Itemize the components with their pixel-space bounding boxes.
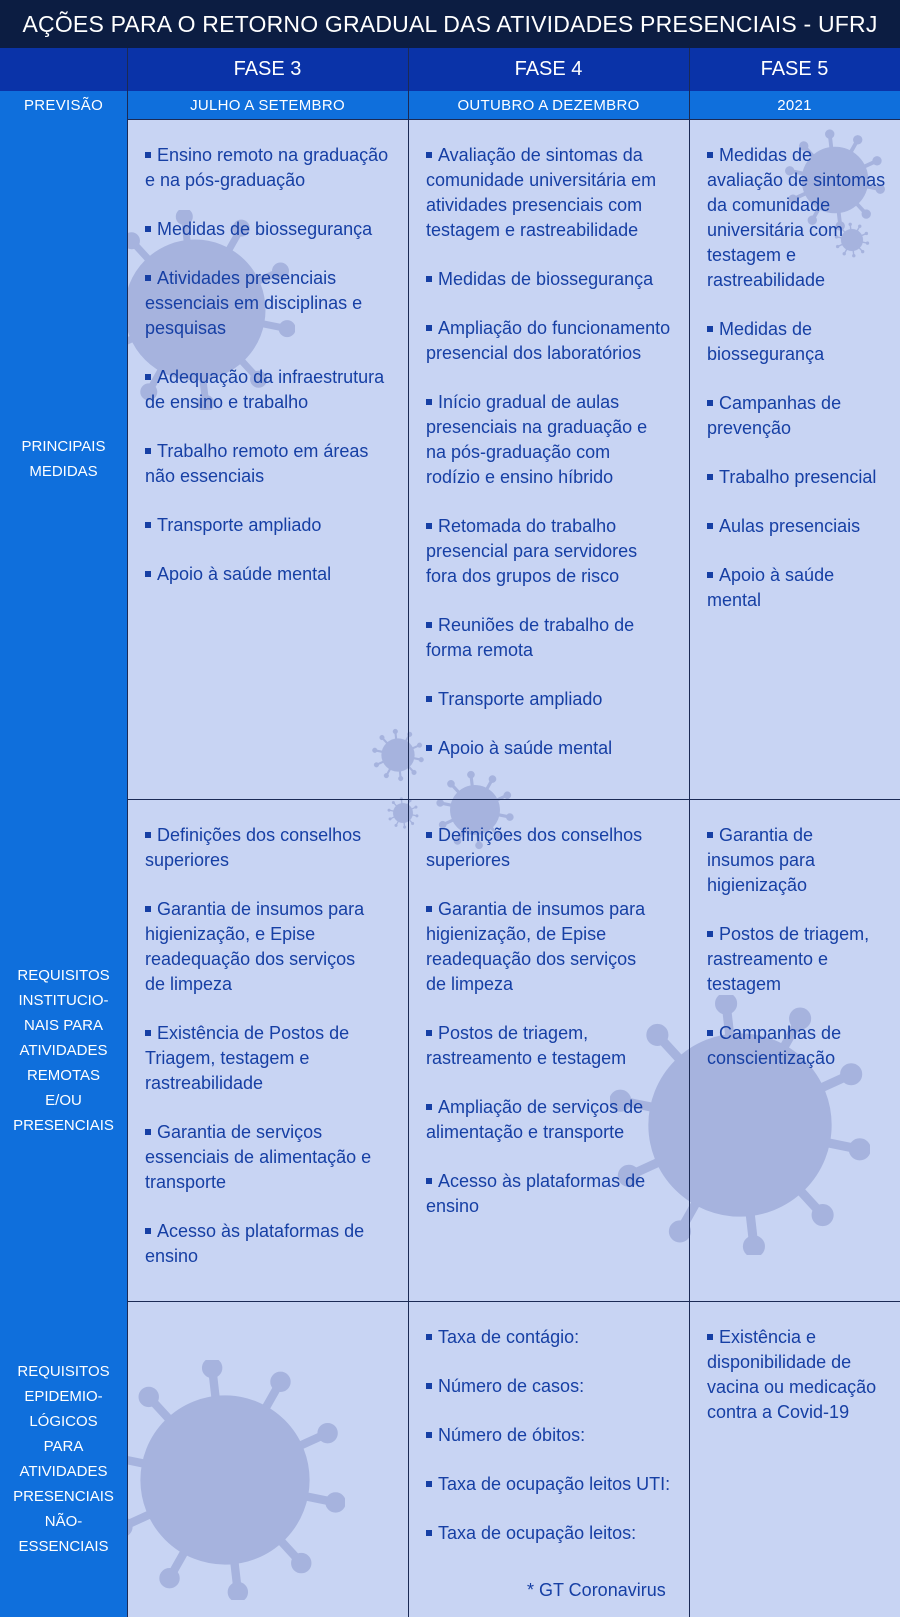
list-item-line: insumos para	[707, 850, 816, 870]
phase-header-fase3: FASE 3	[233, 58, 302, 80]
list-item-line: Medidas de	[719, 145, 813, 165]
list-item-line: Garantia de	[719, 825, 814, 845]
cell-epidemiologicos-fase3	[127, 1301, 408, 1617]
list-item	[426, 897, 683, 997]
list-item-line: Número de casos:	[438, 1376, 585, 1396]
page-title: AÇÕES PARA O RETORNO GRADUAL DAS ATIVIDADES PRESENCIAIS - UFRJ	[0, 0, 900, 48]
list-item-line: e na pós-graduação	[145, 170, 306, 190]
list-item-line: higienização, de Epise	[426, 924, 607, 944]
list-item-line: Transporte ampliado	[157, 515, 322, 535]
forecast-fase3: JULHO A SETEMBRO	[190, 96, 345, 114]
list-item-line: alimentação e transporte	[426, 1122, 625, 1142]
list-item-line: superiores	[426, 850, 511, 870]
list-item-line: testagem	[707, 974, 782, 994]
list-item	[426, 316, 683, 366]
list-item	[145, 1120, 402, 1195]
list-item-line: Taxa de ocupação leitos:	[438, 1523, 637, 1543]
list-item-line: Avaliação de sintomas da	[438, 145, 643, 165]
list-item-line: biossegurança	[707, 344, 825, 364]
list-item-line: essenciais de alimentação e	[145, 1147, 372, 1167]
list-item	[426, 1169, 683, 1219]
list-item	[426, 823, 683, 873]
footnote: * GT Coronavirus	[527, 1580, 666, 1600]
list-item	[426, 736, 683, 761]
list-item-line: Ampliação do funcionamento	[438, 318, 671, 338]
list-item	[426, 514, 683, 589]
list-item-line: Medidas de biossegurança	[157, 219, 373, 239]
list-item	[145, 1021, 402, 1096]
row-label-text: REQUISITOS INSTITUCIO- NAIS PARA ATIVIDADES REMOTAS E/OU PRESENCIAIS	[13, 966, 114, 1134]
list-item-line: Existência e	[719, 1327, 817, 1347]
list-item-line: Adequação da infraestrutura	[157, 367, 385, 387]
list-item	[426, 1423, 683, 1448]
list-item-line: rastreamento e testagem	[426, 1048, 627, 1068]
list-item-line: testagem e rastreabilidade	[426, 220, 639, 240]
list-item-line: disponibilidade de	[707, 1352, 852, 1372]
list-item-line: não essenciais	[145, 466, 265, 486]
list-item-line: superiores	[145, 850, 230, 870]
cell-institucionais-fase5	[689, 799, 900, 1301]
list-item-line: Garantia de serviços	[157, 1122, 323, 1142]
list-item-line: Acesso às plataformas de	[438, 1171, 646, 1191]
list-item-line: Transporte ampliado	[438, 689, 603, 709]
list-item-line: mental	[707, 590, 762, 610]
list-item-line: Apoio à saúde	[719, 565, 835, 585]
list-item	[426, 267, 683, 292]
list-item	[145, 266, 402, 341]
list-item-line: higienização	[707, 875, 808, 895]
list-item-line: Reuniões de trabalho de	[438, 615, 635, 635]
cell-epidemiologicos-fase5	[689, 1301, 900, 1617]
list-item-line: readequação dos serviços	[145, 949, 356, 969]
list-item	[145, 217, 402, 242]
list-item-line: rastreabilidade	[707, 270, 826, 290]
list-item	[145, 513, 402, 538]
list-item-line: Trabalho remoto em áreas	[157, 441, 369, 461]
list-item	[145, 143, 402, 193]
list-item	[145, 823, 402, 873]
list-item	[707, 143, 894, 293]
list-item	[145, 1219, 402, 1269]
list-item-line: Medidas de	[719, 319, 813, 339]
list-item-line: Postos de triagem,	[719, 924, 870, 944]
list-item-line: de limpeza	[145, 974, 233, 994]
list-item-line: Garantia de insumos para	[438, 899, 646, 919]
list-item	[707, 514, 894, 539]
list-item-line: prevenção	[707, 418, 792, 438]
list-item-line: Número de óbitos:	[438, 1425, 586, 1445]
list-item-line: Campanhas de	[719, 1023, 842, 1043]
list-item	[707, 391, 894, 441]
list-item-line: essenciais em disciplinas e	[145, 293, 363, 313]
list-item-line: rodízio e ensino híbrido	[426, 467, 614, 487]
list-item-line: Acesso às plataformas de	[157, 1221, 365, 1241]
phase-header-row	[0, 48, 900, 91]
list-item-line: Aulas presenciais	[719, 516, 861, 536]
cell-medidas-fase3	[127, 119, 408, 799]
list-item-line: comunidade universitária em	[426, 170, 657, 190]
phase-header-fase4: FASE 4	[514, 58, 583, 80]
list-item-line: readequação dos serviços	[426, 949, 637, 969]
list-item	[707, 1325, 894, 1425]
list-item-line: forma remota	[426, 640, 534, 660]
list-item-line: atividades presenciais com	[426, 195, 643, 215]
list-item-line: Atividades presenciais	[157, 268, 337, 288]
list-item-line: Apoio à saúde mental	[157, 564, 332, 584]
list-item-line: da comunidade	[707, 195, 831, 215]
list-item-line: transporte	[145, 1172, 227, 1192]
list-item-line: Medidas de biossegurança	[438, 269, 654, 289]
forecast-fase4: OUTUBRO A DEZEMBRO	[457, 96, 640, 114]
list-item	[426, 1472, 683, 1497]
list-item-line: vacina ou medicação	[707, 1377, 877, 1397]
list-item-line: ensino	[426, 1196, 480, 1216]
list-item-line: Triagem, testagem e	[145, 1048, 310, 1068]
list-item	[426, 1095, 683, 1145]
list-item	[707, 465, 894, 490]
cell-medidas-fase5	[689, 119, 900, 799]
list-item-line: rastreabilidade	[145, 1073, 264, 1093]
list-item	[707, 823, 894, 898]
list-item	[145, 439, 402, 489]
list-item-line: presencial para servidores	[426, 541, 638, 561]
list-item	[145, 562, 402, 587]
forecast-row	[0, 91, 900, 119]
list-item-line: Retomada do trabalho	[438, 516, 617, 536]
list-item	[426, 1374, 683, 1399]
list-item-line: Definições dos conselhos	[157, 825, 362, 845]
row-label-text: REQUISITOS EPIDEMIO- LÓGICOS PARA ATIVIDADES PRESENCIAIS NÃO- ESSENCIAIS	[13, 1363, 114, 1555]
list-item-line: Apoio à saúde mental	[438, 738, 613, 758]
list-item-line: de ensino e trabalho	[145, 392, 309, 412]
cell-medidas-fase4	[408, 119, 689, 799]
list-item-line: rastreamento e	[707, 949, 829, 969]
list-item-line: presencial dos laboratórios	[426, 343, 642, 363]
forecast-fase5: 2021	[777, 96, 812, 114]
list-item-line: universitária com	[707, 220, 844, 240]
list-item-line: Início gradual de aulas	[438, 392, 620, 412]
list-item-line: higienização, e Epise	[145, 924, 316, 944]
row-label-institucionais	[0, 799, 127, 1301]
cell-institucionais-fase4	[408, 799, 689, 1301]
list-item	[707, 922, 894, 997]
list-item-line: presenciais na graduação e	[426, 417, 648, 437]
list-item	[145, 365, 402, 415]
list-item-line: de limpeza	[426, 974, 514, 994]
list-item-line: Definições dos conselhos	[438, 825, 643, 845]
list-item-line: Ensino remoto na graduação	[157, 145, 389, 165]
list-item	[426, 1325, 683, 1350]
list-item-line: Existência de Postos de	[157, 1023, 350, 1043]
list-item-line: contra a Covid-19	[707, 1402, 850, 1422]
list-item-line: conscientização	[707, 1048, 836, 1068]
cell-institucionais-fase3	[127, 799, 408, 1301]
list-item-line: na pós-graduação com	[426, 442, 611, 462]
list-item	[426, 613, 683, 663]
list-item-line: fora dos grupos de risco	[426, 566, 620, 586]
list-item-line: ensino	[145, 1246, 199, 1266]
list-item-line: testagem e	[707, 245, 797, 265]
list-item	[707, 563, 894, 613]
list-item	[707, 1021, 894, 1071]
cell-epidemiologicos-fase4	[408, 1301, 689, 1617]
list-item	[426, 390, 683, 490]
list-item-line: Ampliação de serviços de	[438, 1097, 644, 1117]
list-item-line: avaliação de sintomas	[707, 170, 886, 190]
list-item-line: Taxa de contágio:	[438, 1327, 580, 1347]
list-item	[426, 1521, 683, 1546]
list-item	[426, 687, 683, 712]
list-item	[426, 143, 683, 243]
list-item-line: Trabalho presencial	[719, 467, 877, 487]
list-item-line: Campanhas de	[719, 393, 842, 413]
list-item-line: pesquisas	[145, 318, 227, 338]
list-item-line: Garantia de insumos para	[157, 899, 365, 919]
list-item	[145, 897, 402, 997]
row-label-text: PRINCIPAIS MEDIDAS	[21, 438, 106, 480]
list-item	[707, 317, 894, 367]
list-item-line: Postos de triagem,	[438, 1023, 589, 1043]
row-label-medidas	[0, 119, 127, 799]
phase-header-fase5: FASE 5	[760, 58, 829, 80]
list-item-line: Taxa de ocupação leitos UTI:	[438, 1474, 671, 1494]
list-item	[426, 1021, 683, 1071]
row-label-epidemiologicos	[0, 1301, 127, 1617]
forecast-label: PREVISÃO	[23, 96, 104, 114]
